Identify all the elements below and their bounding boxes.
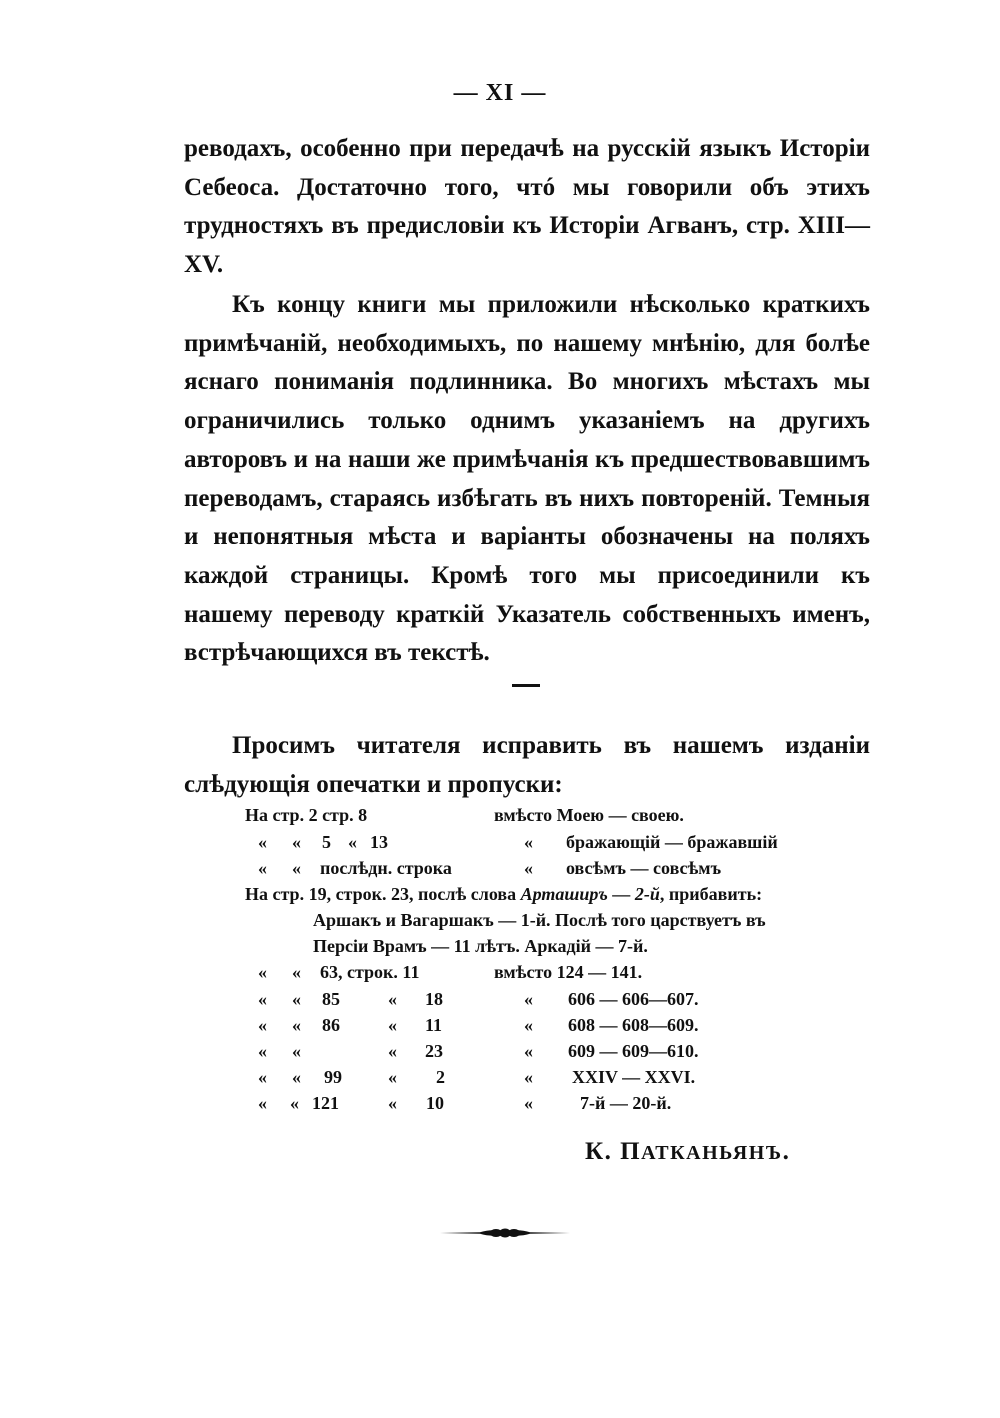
errata-2-quote-4: « (524, 832, 533, 852)
paragraph-1: реводахъ, особенно при передачѣ на русскій языкъ Исторіи Себеоса. Достаточно того, чтó мы говорили объ этихъ трудностяхъ въ предисловіи къ Исторіи Агванъ, стр. XIII—XV. (184, 135, 870, 279)
errata-10-quote-4: « (524, 1041, 533, 1061)
errata-8-page: 85 (322, 989, 340, 1009)
errata-11-quote-4: « (524, 1067, 533, 1087)
errata-8-quote-4: « (524, 989, 533, 1009)
errata-9-line: 11 (425, 1015, 443, 1035)
errata-12-page: 121 (312, 1093, 339, 1113)
errata-8-quote-2: « (292, 989, 301, 1009)
errata-8-line: 18 (425, 989, 443, 1009)
errata-9-page: 86 (322, 1015, 340, 1035)
errata-10-quote-1: « (258, 1041, 267, 1061)
errata-3-quote-1: « (258, 858, 267, 878)
errata-10-fix: 609 — 609—610. (568, 1041, 699, 1061)
errata-2-page: 5 (322, 832, 331, 852)
signature-dot: . (782, 1138, 791, 1165)
signature-name-first: П (620, 1138, 642, 1165)
errata-2-line: 13 (370, 832, 388, 852)
errata-2-quote-2: « (292, 832, 301, 852)
paragraph-errata-intro: Просимъ читателя исправить въ нашемъ изданіи слѣдующія опечатки и пропуски: (184, 732, 870, 798)
errata-4-line (245, 883, 762, 905)
errata-9-quote-4: « (524, 1015, 533, 1035)
author-signature (585, 1138, 790, 1166)
signature-name-rest: АТКАНЬЯНЪ (641, 1142, 783, 1164)
errata-3-quote-2: « (292, 858, 301, 878)
paragraph-2: Къ концу книги мы приложили нѣсколько краткихъ примѣчаній, необходимыхъ, по нашему мнѣнію, для болѣе яснаго пониманія подлинника. Во многихъ мѣстахъ мы ограничились только однимъ указаніемъ на другихъ авторовъ и на наши же примѣчанія къ предшествовавшимъ переводамъ, стараясь избѣгать въ нихъ повтореній. Темныя и непонятныя мѣста и варіанты обозначены на поляхъ каждой страницы. Кромѣ того мы присоединили къ нашему переводу краткій Указатель собственныхъ именъ, встрѣчающихся въ текстѣ. (184, 291, 870, 667)
errata-12-quote-3: « (388, 1093, 397, 1113)
errata-11-quote-3: « (388, 1067, 397, 1087)
errata-3-fix: овсѣмъ — совсѣмъ (566, 858, 722, 878)
errata-8-quote-3: « (388, 989, 397, 1009)
errata-12-quote-2: « (290, 1093, 299, 1113)
page-number-header: — XI — (453, 80, 547, 106)
errata-9-quote-2: « (292, 1015, 301, 1035)
errata-8-quote-1: « (258, 989, 267, 1009)
closing-ornament (440, 1225, 570, 1241)
errata-8-fix: 606 — 606—607. (568, 989, 699, 1009)
errata-4-rest: , прибавить: (659, 884, 763, 904)
errata-11-quote-1: « (258, 1067, 267, 1087)
errata-3-ref: послѣдн. строка (320, 858, 452, 878)
errata-4-ref: На стр. 19, строк. 23, послѣ слова (245, 884, 521, 904)
errata-5: Аршакъ и Вагаршакъ — 1-й. Послѣ того царствуетъ въ (313, 910, 766, 930)
errata-7-quote-1: « (258, 962, 267, 982)
errata-3-quote-4: « (524, 858, 533, 878)
errata-12-fix: 7-й — 20-й. (580, 1093, 672, 1113)
errata-2-quote-1: « (258, 832, 267, 852)
errata-10-line: 23 (425, 1041, 443, 1061)
errata-2-fix: бражающій — бражавшій (566, 832, 778, 852)
errata-12-quote-1: « (258, 1093, 267, 1113)
errata-7-ref: 63, строк. 11 (320, 962, 420, 982)
section-separator (512, 684, 540, 687)
errata-7-quote-2: « (292, 962, 301, 982)
errata-2-quote-3: « (348, 832, 357, 852)
errata-10-quote-3: « (388, 1041, 397, 1061)
signature-initial: К. (585, 1138, 621, 1165)
errata-1-ref: На стр. 2 стр. 8 (245, 805, 368, 825)
errata-12-line: 10 (426, 1093, 444, 1113)
errata-9-quote-1: « (258, 1015, 267, 1035)
errata-10-quote-2: « (292, 1041, 301, 1061)
errata-6: Персіи Врамъ — 11 лѣтъ. Аркадій — 7-й. (313, 936, 648, 956)
errata-9-quote-3: « (388, 1015, 397, 1035)
errata-1-fix: вмѣсто Моею — своею. (494, 805, 684, 825)
errata-11-fix: XXIV — XXVI. (572, 1067, 696, 1087)
errata-11-page: 99 (324, 1067, 342, 1087)
errata-11-line: 2 (436, 1067, 445, 1087)
errata-12-quote-4: « (524, 1093, 533, 1113)
errata-9-fix: 608 — 608—609. (568, 1015, 699, 1035)
errata-4-word: Арташиръ — 2-й (520, 884, 660, 904)
errata-7-fix: вмѣсто 124 — 141. (494, 962, 643, 982)
errata-11-quote-2: « (292, 1067, 301, 1087)
